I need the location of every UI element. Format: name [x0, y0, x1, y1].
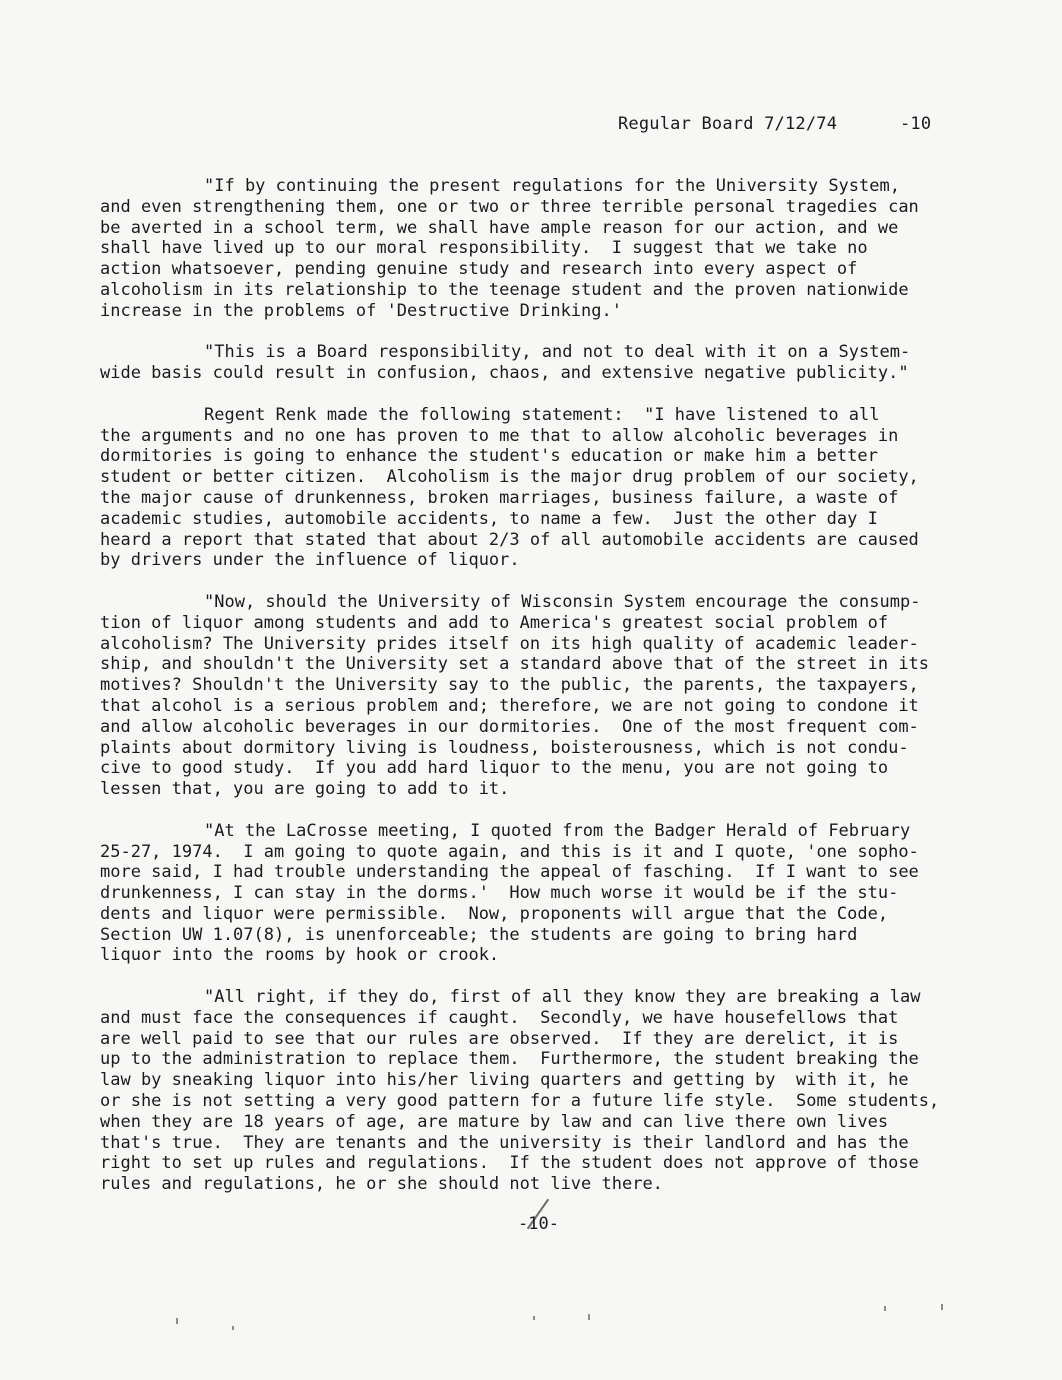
text-line: right to set up rules and regulations. If the student does not approve of those	[100, 1153, 919, 1174]
text-line: that alcohol is a serious problem and; therefore, we are not going to condone it	[100, 695, 919, 716]
text-line: "If by continuing the present regulations for the University System,	[204, 176, 900, 196]
text-line: plaints about dormitory living is loudness, boisterousness, which is not condu-	[100, 737, 909, 758]
page-header	[618, 114, 932, 134]
text-line: by drivers under the influence of liquor.	[100, 550, 520, 571]
text-line: up to the administration to replace them. Furthermore, the student breaking the	[100, 1049, 919, 1070]
header-page-number: -10	[900, 114, 932, 134]
text-line: that's true. They are tenants and the university is their landlord and has the	[100, 1132, 909, 1153]
text-line: or she is not setting a very good pattern for a future life style. Some students,	[100, 1091, 940, 1112]
text-line: the major cause of drunkenness, broken marriages, business failure, a waste of	[100, 487, 899, 508]
text-line: student or better citizen. Alcoholism is the major drug problem of our society,	[100, 467, 919, 488]
document-body	[100, 176, 960, 1216]
text-line: alcoholism? The University prides itself on its high quality of academic leader-	[100, 633, 919, 654]
page-footer-number: -10-	[518, 1214, 559, 1234]
paragraph	[100, 342, 960, 384]
text-line: heard a report that stated that about 2/3 of all automobile accidents are caused	[100, 529, 919, 550]
header-title: Regular Board 7/12/74	[618, 114, 838, 134]
scan-speck	[232, 1326, 234, 1330]
text-line: dents and liquor were permissible. Now, proponents will argue that the Code,	[100, 903, 889, 924]
text-line: the arguments and no one has proven to me that to allow alcoholic beverages in	[100, 425, 899, 446]
text-line: "Now, should the University of Wisconsin System encourage the consump-	[204, 591, 921, 612]
scan-speck	[588, 1314, 590, 1320]
paragraph	[100, 592, 960, 800]
paragraph	[100, 987, 960, 1195]
text-line: and allow alcoholic beverages in our dormitories. One of the most frequent com-	[100, 716, 919, 737]
text-line: and must face the consequences if caught. Secondly, we have housefellows that	[100, 1007, 899, 1028]
text-line: and even strengthening them, one or two or three terrible personal tragedies can	[100, 196, 919, 217]
text-line: be averted in a school term, we shall have ample reason for our action, and we	[100, 217, 899, 238]
scan-speck	[533, 1316, 535, 1320]
text-line: liquor into the rooms by hook or crook.	[100, 945, 500, 966]
text-line: academic studies, automobile accidents, to name a few. Just the other day I	[100, 508, 878, 529]
text-line: "All right, if they do, first of all they know they are breaking a law	[204, 987, 921, 1008]
text-line: lessen that, you are going to add to it.	[100, 779, 510, 800]
scan-speck	[176, 1318, 178, 1324]
scan-speck	[941, 1304, 943, 1310]
text-line: more said, I had trouble understanding the appeal of fasching. If I want to see	[100, 862, 919, 883]
text-line: tion of liquor among students and add to America's greatest social problem of	[100, 612, 889, 633]
text-line: action whatsoever, pending genuine study and research into every aspect of	[100, 259, 858, 280]
text-line: motives? Shouldn't the University say to the public, the parents, the taxpayers,	[100, 675, 919, 696]
paragraph	[100, 821, 960, 967]
text-line: shall have lived up to our moral responsibility. I suggest that we take no	[100, 238, 868, 259]
text-line: rules and regulations, he or she should not live there.	[100, 1174, 663, 1195]
text-line: Regent Renk made the following statement: "I have listened to all	[204, 404, 880, 425]
paragraph	[100, 405, 960, 571]
text-line: drunkenness, I can stay in the dorms.' How much worse it would be if the stu-	[100, 883, 899, 904]
text-line: cive to good study. If you add hard liquor to the menu, you are not going to	[100, 758, 889, 779]
text-line: wide basis could result in confusion, chaos, and extensive negative publicity."	[100, 363, 909, 384]
text-line: dormitories is going to enhance the student's education or make him a better	[100, 446, 878, 467]
text-line: "This is a Board responsibility, and not to deal with it on a System-	[204, 342, 911, 363]
text-line: increase in the problems of 'Destructive Drinking.'	[100, 300, 622, 321]
scan-speck	[884, 1306, 886, 1311]
text-line: when they are 18 years of age, are mature by law and can live there own lives	[100, 1111, 889, 1132]
text-line: 25-27, 1974. I am going to quote again, and this is it and I quote, 'one sopho-	[100, 841, 919, 862]
text-line: Section UW 1.07(8), is unenforceable; the students are going to bring hard	[100, 924, 858, 945]
text-line: alcoholism in its relationship to the teenage student and the proven nationwide	[100, 279, 909, 300]
paragraph	[100, 176, 960, 322]
text-line: are well paid to see that our rules are observed. If they are derelict, it is	[100, 1028, 899, 1049]
text-line: law by sneaking liquor into his/her living quarters and getting by with it, he	[100, 1070, 909, 1091]
text-line: ship, and shouldn't the University set a standard above that of the street in its	[100, 654, 930, 675]
text-line: "At the LaCrosse meeting, I quoted from the Badger Herald of February	[204, 820, 911, 841]
